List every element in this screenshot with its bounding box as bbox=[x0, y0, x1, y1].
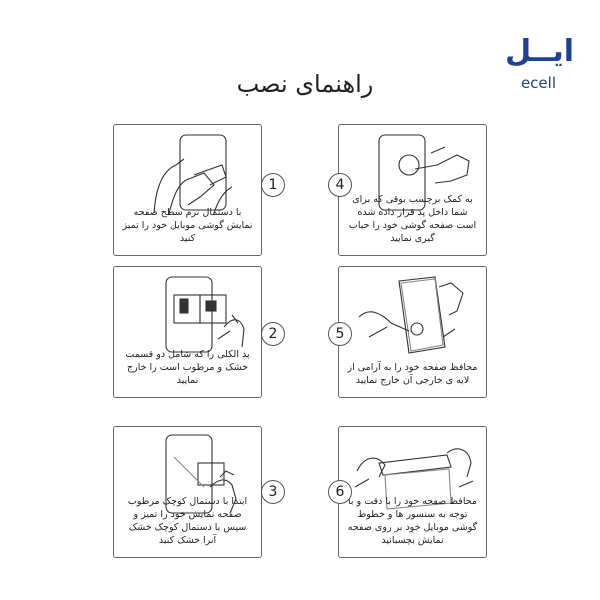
step-4-number: 4 bbox=[328, 173, 352, 197]
step-2-text: پد الکلی را که شامل دو قسمت خشک و مرطوب است را خارج نمایید bbox=[125, 349, 250, 386]
step-1-number: 1 bbox=[261, 173, 285, 197]
brand-name-fa: ایــل bbox=[505, 34, 574, 69]
step-1-text: با دستمال نرم سطح صفحه نمایش گوشی موبایل خود را تمیز کنید bbox=[122, 207, 253, 244]
step-card-1 bbox=[113, 124, 262, 256]
step-6-text: محافظ صفحه خود را با دقت و با توجه به سنسور ها و خطوط گوشی موبایل خود بر روی صفحه نمایش بچسبانید bbox=[347, 496, 478, 546]
wipe-screen-illustration bbox=[114, 125, 261, 215]
alcohol-pad-illustration bbox=[114, 267, 261, 357]
step-3-text: ابتدا با دستمال کوچک مرطوب صفحه نمایش خود را تمیز و سپس با دستمال کوچک خشک آنرا خشک کنید bbox=[127, 496, 248, 546]
step-5-text: محافظ صفحه خود را به آرامی از لایه ی خارجی آن خارج نمایید bbox=[347, 362, 478, 386]
step-5-number: 5 bbox=[328, 322, 352, 346]
step-3-number: 3 bbox=[261, 480, 285, 504]
step-4-text: به کمک برچسب بوقی که برای شما داخل پد قرار داده شده است صفحه گوشی خود را حباب گیری نمایید bbox=[348, 194, 477, 244]
step-2-number: 2 bbox=[261, 322, 285, 346]
step-6-number: 6 bbox=[328, 480, 352, 504]
step-card-5 bbox=[338, 266, 487, 398]
brand-name-en: ecell bbox=[520, 74, 556, 92]
page-title: راهنمای نصب bbox=[236, 70, 374, 98]
brand-logo bbox=[464, 34, 574, 92]
peel-layer-illustration bbox=[339, 267, 486, 357]
step-card-6 bbox=[338, 426, 487, 558]
step-card-4 bbox=[338, 124, 487, 256]
step-card-2 bbox=[113, 266, 262, 398]
step-card-3 bbox=[113, 426, 262, 558]
